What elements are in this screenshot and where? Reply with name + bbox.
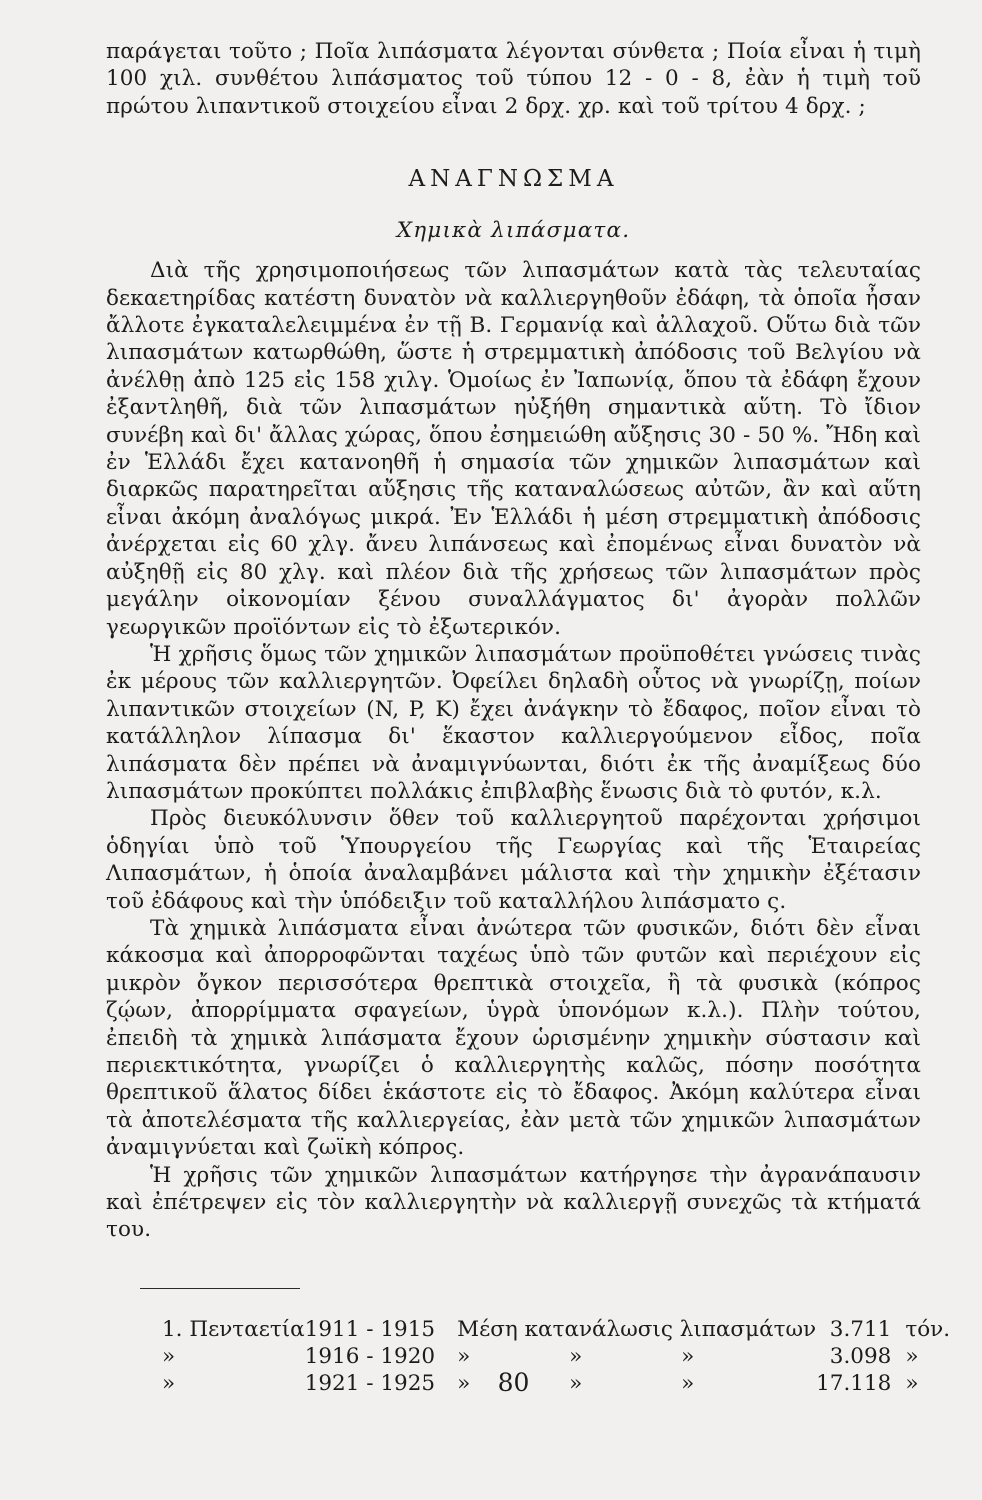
book-page [106,38,951,1468]
footnote-description [457,1344,816,1371]
footnote-divider [140,1288,300,1289]
footnote-unit: » [905,1370,919,1396]
body-paragraph: Ἡ χρῆσις ὅμως τῶν χημικῶν λιπασμάτων προϋποθέτει γνώσεις τινὰς ἐκ μέρους τῶν καλλιεργητῶν. Ὀφείλει δηλαδὴ οὗτος νὰ γνωρίζῃ, ποίων λιπαντικῶν στοιχείων (N, P, K) ἔχει ἀνάγκην τὸ ἔδαφος, ποῖον εἶναι τὸ κατάλληλον λίπασμα δι' ἕκαστον καλλιεργούμενον εἶδος, ποῖα λιπάσματα δὲν πρέπει νὰ ἀναμιγνύωνται, διότι ἐκ τῆς ἀναμίξεως δύο λιπασμάτων προκύπτει πολλάκις ἐπιβλαβὴς ἕνωσις διὰ τὸ φυτόν, κ.λ. [106,641,921,804]
footnote-label: 1. Πενταετία [162,1316,305,1342]
footnote-label: » [162,1370,176,1396]
ditto-mark: » [569,1370,583,1396]
section-title: ΑΝΑΓΝΩΣΜΑ [408,166,619,193]
ditto-mark: » [681,1343,695,1369]
section-subtitle: Χημικὰ λιπάσματα. [396,218,631,244]
ditto-mark: » [457,1343,471,1369]
footnote-unit: τόν. [905,1316,951,1342]
body-paragraph: Πρὸς διευκόλυνσιν ὅθεν τοῦ καλλιεργητοῦ παρέχονται χρήσιμοι ὁδηγίαι ὑπὸ τοῦ Ὑπουργείου τῆς Γεωργίας καὶ τῆς Ἑταιρείας Λιπασμάτων, ἡ ὁποία ἀναλαμβάνει μάλιστα καὶ τὴν χημικὴν ἐξέτασιν τοῦ ἐδάφους καὶ τὴν ὑπόδειξιν τοῦ καταλλήλου λιπάσματο ς. [106,806,921,914]
body-paragraph: Τὰ χημικὰ λιπάσματα εἶναι ἀνώτερα τῶν φυσικῶν, διότι δὲν εἶναι κάκοσμα καὶ ἀπορροφῶνται ταχέως ὑπὸ τῶν φυτῶν καὶ περιέχουν εἰς μικρὸν ὄγκον περισσότερα θρεπτικὰ στοιχεῖα, ἢ τὰ φυσικὰ (κόπρος ζῴων, ἀπορρίμματα σφαγείων, ὑγρὰ ὑπονόμων κ.λ.). Πλὴν τούτου, ἐπειδὴ τὰ χημικὰ λιπάσματα ἔχουν ὡρισμένην χημικὴν σύστασιν καὶ περιεκτικότητα, γνωρίζει ὁ καλλιεργητὴς καλῶς, πόσην ποσότητα θρεπτικοῦ ἅλατος δίδει ἑκάστοτε εἰς τὸ ἔδαφος. Ἀκόμη καλύτερα εἶναι τὰ ἀποτελέσματα τῆς καλλιεργείας, ἐὰν μετὰ τῶν χημικῶν λιπασμάτων ἀναμιγνύεται καὶ ζωϊκὴ κόπρος. [106,915,921,1161]
footnote-description: Μέση κατανάλωσις λιπασμάτων [457,1316,817,1342]
footnote-amount: 17.118 [816,1370,892,1396]
footnote-unit: » [905,1343,919,1369]
ditto-mark: » [457,1370,471,1396]
ditto-mark: » [681,1370,695,1396]
body-paragraph: Διὰ τῆς χρησιμοποιήσεως τῶν λιπασμάτων κατὰ τὰς τελευταίας δεκαετηρίδας κατέστη δυνατὸν νὰ καλλιεργηθοῦν ἐδάφη, τὰ ὁποῖα ἦσαν ἄλλοτε ἐγκαταλελειμμένα ἐν τῇ Β. Γερμανίᾳ καὶ ἀλλαχοῦ. Οὕτω διὰ τῶν λιπασμάτων κατωρθώθη, ὥστε ἡ στρεμματικὴ ἀπόδοσις τοῦ Βελγίου νὰ ἀνέλθῃ ἀπὸ 125 εἰς 158 χιλγ. Ὁμοίως ἐν Ἰαπωνίᾳ, ὅπου τὰ ἐδάφη ἔχουν ἐξαντληθῆ, διὰ τῶν λιπασμάτων ηὐξήθη σημαντικὰ αὕτη. Τὸ ἴδιον συνέβη καὶ δι' ἄλλας χώρας, ὅπου ἐσημειώθη αὔξησις 30 - 50 %. Ἤδη καὶ ἐν Ἑλλάδι ἔχει κατανοηθῆ ἡ σημασία τῶν χημικῶν λιπασμάτων καὶ διαρκῶς παρατηρεῖται αὔξησις τῆς καταναλώσεως αὐτῶν, ἂν καὶ αὕτη εἶναι ἀκόμη ἀναλόγως μικρά. Ἐν Ἑλλάδι ἡ μέση στρεμματικὴ ἀπόδοσις ἀνέρχεται εἰς 60 χλγ. ἄνευ λιπάνσεως καὶ ἐπομένως εἶναι δυνατὸν νὰ αὐξηθῇ εἰς 80 χλγ. καὶ πλέον διὰ τῆς χρήσεως τῶν λιπασμάτων πρὸς μεγάλην οἰκονομίαν ξένου συναλλάγματος δι' ἀγορὰν πολλῶν γεωργικῶν προϊόντων εἰς τὸ ἐξωτερικόν. [106,258,921,640]
footnote-amount: 3.711 [829,1316,892,1342]
footnote-row [162,1344,950,1371]
body-paragraph: Ἡ χρῆσις τῶν χημικῶν λιπασμάτων κατήργησε τὴν ἀγρανάπαυσιν καὶ ἐπέτρεψεν εἰς τὸν καλλιεργητὴν νὰ καλλιεργῇ συνεχῶς τὰ κτήματά του. [106,1162,921,1243]
footnote-years: 1921 - 1925 [304,1370,436,1396]
footnote-row [162,1317,950,1344]
footnote-amount: 3.098 [829,1343,892,1369]
page-number: 80 [497,1368,530,1397]
footnote-years: 1916 - 1920 [304,1343,436,1369]
footnote-label: » [162,1343,176,1369]
footnote-years: 1911 - 1915 [304,1316,436,1342]
intro-paragraph: παράγεται τοῦτο ; Ποῖα λιπάσματα λέγονται σύνθετα ; Ποία εἶναι ἡ τιμὴ 100 χιλ. συνθέτου λιπάσματος τοῦ τύπου 12 - 0 - 8, ἐὰν ἡ τιμὴ τοῦ πρώτου λιπαντικοῦ στοιχείου εἶναι 2 δρχ. χρ. καὶ τοῦ τρίτου 4 δρχ. ; [106,39,921,119]
ditto-mark: » [569,1343,583,1369]
